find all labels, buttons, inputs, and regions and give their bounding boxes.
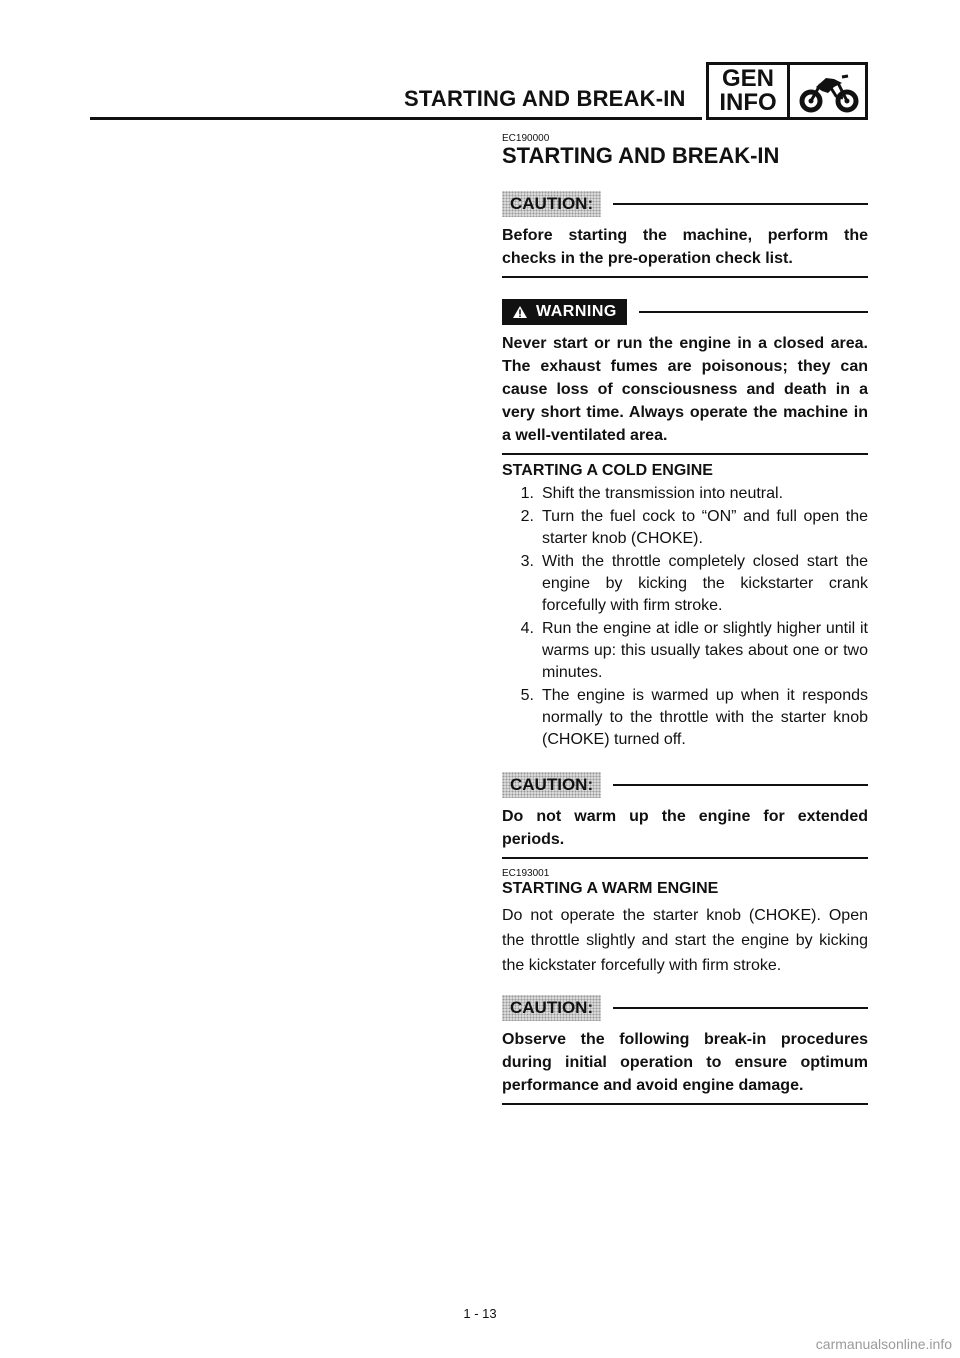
step-text: Run the engine at idle or slightly higher until it warms up: this usually takes about one or two minutes. [542,620,868,681]
motorcycle-badge [790,62,868,120]
warning-head [502,296,868,328]
section-title: STARTING AND BREAK-IN [502,143,780,168]
caution-label: CAUTION: [502,772,601,798]
caution-head-1 [502,188,868,220]
warning-notice [502,296,868,455]
step-text: Turn the fuel cock to “ON” and full open the starter knob (CHOKE). [542,508,868,547]
page-header-title: STARTING AND BREAK-IN [404,86,686,111]
caution-notice-1 [502,188,868,278]
cold-engine-section [502,461,868,751]
caution-notice-3 [502,992,868,1105]
warning-triangle-icon [512,305,528,319]
step-text: Shift the transmission into neutral. [542,485,784,502]
warm-engine-section [502,869,868,978]
step-number: 4. [520,620,534,637]
badge-line-1: GEN [721,65,774,92]
cold-engine-steps [502,483,868,751]
cold-engine-title: STARTING A COLD ENGINE [502,462,713,479]
step-text: With the throttle completely closed start the engine by kicking the kickstarter crank forcefully with firm stroke. [542,553,868,614]
caution-label: CAUTION: [502,995,601,1021]
step-number: 1. [520,485,534,502]
gen-info-badge [706,62,790,120]
notice-rule [613,1007,868,1009]
step-number: 2. [520,508,534,525]
list-item [502,506,868,550]
caution-label: CAUTION: [502,191,601,217]
step-number: 3. [520,553,534,570]
caution-head-2 [502,769,868,801]
caution-text: Before starting the machine, perform the checks in the pre-operation check list. [502,220,868,278]
list-item [502,551,868,617]
caution-notice-2 [502,769,868,859]
caution-text: Observe the following break-in procedures during initial operation to ensure optimum performance and avoid engine damage. [502,1024,868,1105]
warm-engine-code: EC193001 [502,868,550,879]
warm-engine-text: Do not operate the starter knob (CHOKE). Open the throttle slightly and start the engine by kicking the kickstater forcefully with firm stroke. [502,907,868,974]
warning-label: WARNING [536,303,617,320]
list-item [502,483,868,505]
warning-text: Never start or run the engine in a closed area. The exhaust fumes are poisonous; they can cause loss of consciousness and death in a very short time. Always operate the machine in a well-ventilated area. [502,328,868,455]
motorcycle-icon [798,71,860,115]
watermark: carmanualsonline.info [815,1336,952,1352]
section-code: EC190000 [502,133,550,144]
notice-rule [639,311,868,313]
caution-head-3 [502,992,868,1024]
main-content [502,134,868,1105]
step-number: 5. [520,687,534,704]
header-rule [90,117,702,120]
notice-rule [613,203,868,205]
notice-rule [613,784,868,786]
warm-engine-title: STARTING A WARM ENGINE [502,880,719,897]
page-number: 1 - 13 [463,1306,497,1321]
caution-text: Do not warm up the engine for extended periods. [502,801,868,859]
badge-line-2: INFO [719,89,777,116]
list-item [502,618,868,684]
step-text: The engine is warmed up when it responds normally to the throttle with the starter knob (CHOKE) turned off. [542,687,868,748]
warning-label-box [502,299,627,325]
list-item [502,685,868,751]
